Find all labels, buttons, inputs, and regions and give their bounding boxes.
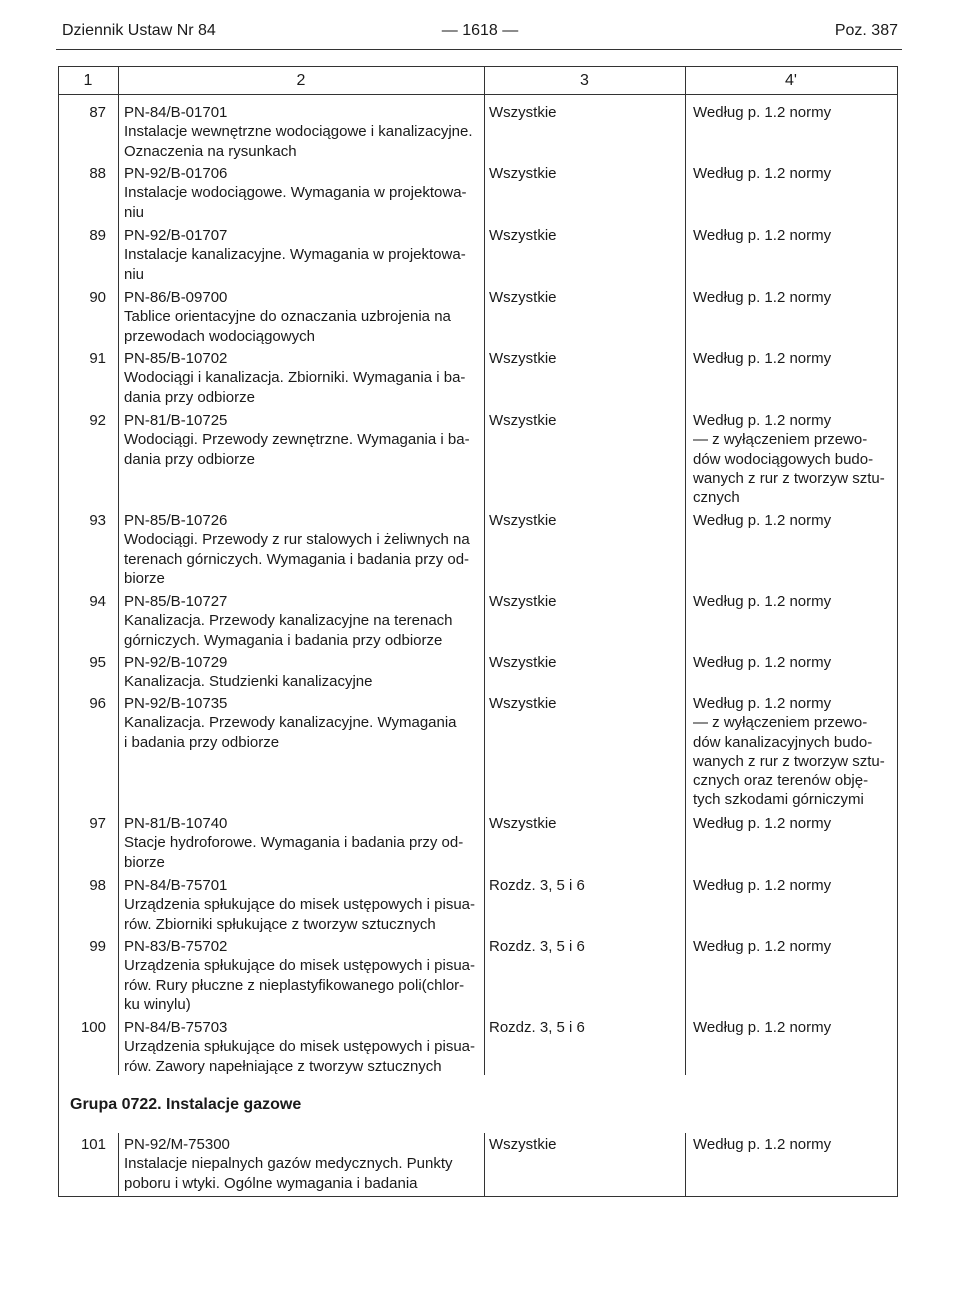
standard-description (124, 653, 480, 692)
standard-title-line: rów. Zawory napełniające z tworzyw sztucznych (124, 1057, 442, 1075)
note-line: Według p. 1.2 normy (693, 938, 832, 955)
standard-code: PN-81/B-10740 (124, 815, 228, 832)
notes (693, 226, 893, 245)
notes (693, 653, 893, 672)
note-line: Według p. 1.2 normy (693, 1136, 832, 1153)
row-number: 99 (89, 938, 106, 955)
scope: Wszystkie (489, 350, 557, 367)
notes (693, 1135, 893, 1154)
note-line: Według p. 1.2 normy (693, 512, 832, 529)
scope: Wszystkie (489, 104, 557, 121)
row-number: 88 (89, 165, 106, 182)
scope: Wszystkie (489, 289, 557, 306)
note-line: Według p. 1.2 normy (693, 877, 832, 894)
note-line: — z wyłączeniem przewo- (693, 714, 868, 732)
standard-title-line: Urządzenia spłukujące do misek ustępowych i pisua- (124, 896, 476, 914)
standard-title-line: Oznaczenia na rysunkach (124, 142, 297, 160)
row-number: 94 (89, 593, 106, 610)
note-line: wanych z rur z tworzyw sztu- (693, 752, 885, 770)
notes (693, 937, 893, 956)
standard-description (124, 937, 480, 1014)
standard-description (124, 288, 480, 346)
notes (693, 164, 893, 183)
standard-title-line: Urządzenia spłukujące do misek ustępowych i pisua- (124, 1038, 476, 1056)
standard-title-line: Instalacje wewnętrzne wodociągowe i kanalizacyjne. (124, 123, 473, 141)
row-number: 100 (80, 1019, 106, 1036)
notes (693, 1018, 893, 1037)
row-number: 92 (89, 412, 106, 429)
row-number: 87 (89, 104, 106, 121)
notes (693, 411, 893, 507)
column-divider (484, 95, 485, 1075)
table-right-border (897, 66, 898, 1197)
standard-title-line: Tablice orientacyjne do oznaczania uzbrojenia na (124, 308, 451, 326)
scope: Wszystkie (489, 512, 557, 529)
standard-title-line: Urządzenia spłukujące do misek ustępowych i pisua- (124, 957, 476, 975)
note-line: Według p. 1.2 normy (693, 165, 832, 182)
position-number: Poz. 387 (834, 22, 898, 39)
scope: Rozdz. 3, 5 i 6 (489, 877, 585, 894)
scope: Wszystkie (489, 227, 557, 244)
standard-code: PN-92/B-10735 (124, 695, 228, 712)
note-line: cznych oraz terenów obję- (693, 772, 869, 790)
standard-title-line: niu (124, 265, 145, 283)
scope: Wszystkie (489, 654, 557, 671)
standard-title-line: biorze (124, 853, 165, 871)
scope: Wszystkie (489, 593, 557, 610)
note-line: Według p. 1.2 normy (693, 227, 832, 244)
standard-description (124, 164, 480, 222)
column-header-scope: 3 (580, 72, 589, 89)
standard-title-line: Wodociągi. Przewody z rur stalowych i żeliwnych na (124, 531, 470, 549)
row-number: 98 (89, 877, 106, 894)
note-line: tych szkodami górniczymi (693, 791, 864, 809)
standard-code: PN-92/B-01707 (124, 227, 228, 244)
standard-title-line: biorze (124, 569, 165, 587)
column-header-number: 1 (83, 72, 93, 89)
standard-title-line: ku winylu) (124, 995, 191, 1013)
standard-title-line: rów. Rury płuczne z nieplastyfikowanego poli(chlor- (124, 976, 465, 994)
row-number: 95 (89, 654, 106, 671)
standard-title-line: górniczych. Wymagania i badania przy odbiorze (124, 631, 443, 649)
note-line: Według p. 1.2 normy (693, 593, 832, 610)
standard-title-line: Kanalizacja. Przewody kanalizacyjne. Wymagania (124, 714, 457, 732)
note-line: cznych (693, 489, 740, 507)
note-line: wanych z rur z tworzyw sztu- (693, 469, 885, 487)
standard-description (124, 814, 480, 872)
standard-title-line: dania przy odbiorze (124, 388, 255, 406)
standard-title-line: Instalacje niepalnych gazów medycznych. Punkty (124, 1155, 453, 1173)
journal-name: Dziennik Ustaw Nr 84 (62, 22, 216, 39)
standard-code: PN-92/B-01706 (124, 165, 228, 182)
standard-description (124, 694, 480, 752)
standard-code: PN-92/M-75300 (124, 1136, 230, 1153)
row-number: 101 (80, 1136, 106, 1153)
notes (693, 288, 893, 307)
standard-code: PN-81/B-10725 (124, 412, 228, 429)
standard-title-line: Wodociągi i kanalizacja. Zbiorniki. Wymagania i ba- (124, 369, 466, 387)
table-bottom-border (58, 1196, 898, 1197)
standard-description (124, 1135, 480, 1193)
standard-title-line: rów. Zbiorniki spłukujące z tworzyw sztucznych (124, 915, 436, 933)
page-number: — 1618 — (441, 22, 519, 39)
row-number: 91 (89, 350, 106, 367)
table-left-border (58, 66, 59, 1197)
column-divider (484, 1133, 485, 1196)
row-number: 97 (89, 815, 106, 832)
row-number: 96 (89, 695, 106, 712)
standard-title-line: i badania przy odbiorze (124, 733, 280, 751)
standard-description (124, 511, 480, 588)
scope: Rozdz. 3, 5 i 6 (489, 938, 585, 955)
column-divider (685, 1133, 686, 1196)
standard-code: PN-84/B-75701 (124, 877, 228, 894)
standard-description (124, 226, 480, 284)
standard-title-line: dania przy odbiorze (124, 450, 255, 468)
column-divider (118, 1133, 119, 1196)
note-line: — z wyłączeniem przewo- (693, 431, 868, 449)
standard-title-line: Instalacje kanalizacyjne. Wymagania w projektowa- (124, 246, 466, 264)
standard-title-line: przewodach wodociągowych (124, 327, 315, 345)
standard-code: PN-83/B-75702 (124, 938, 228, 955)
standard-title-line: terenach górniczych. Wymagania i badania przy od- (124, 550, 470, 568)
scope: Rozdz. 3, 5 i 6 (489, 1019, 585, 1036)
column-divider (118, 95, 119, 1075)
standard-description (124, 1018, 480, 1076)
standard-title-line: Instalacje wodociągowe. Wymagania w projektowa- (124, 184, 467, 202)
scope: Wszystkie (489, 1136, 557, 1153)
row-number: 90 (89, 289, 106, 306)
note-line: Według p. 1.2 normy (693, 1019, 832, 1036)
standard-code: PN-92/B-10729 (124, 654, 228, 671)
row-number: 93 (89, 512, 106, 529)
note-line: Według p. 1.2 normy (693, 695, 832, 712)
note-line: dów wodociągowych budo- (693, 450, 874, 468)
group-heading: Grupa 0722. Instalacje gazowe (70, 1096, 302, 1113)
standard-title-line: Wodociągi. Przewody zewnętrzne. Wymagania i ba- (124, 431, 470, 449)
note-line: Według p. 1.2 normy (693, 104, 832, 121)
column-header-standard: 2 (296, 72, 306, 89)
note-line: Według p. 1.2 normy (693, 654, 832, 671)
standard-title-line: niu (124, 203, 145, 221)
note-line: Według p. 1.2 normy (693, 412, 832, 429)
column-divider (685, 95, 686, 1075)
standard-description (124, 103, 480, 161)
standard-code: PN-85/B-10726 (124, 512, 228, 529)
standard-description (124, 876, 480, 934)
note-line: Według p. 1.2 normy (693, 289, 832, 306)
notes (693, 511, 893, 530)
note-line: dów kanalizacyjnych budo- (693, 733, 873, 751)
notes (693, 694, 893, 810)
notes (693, 349, 893, 368)
standard-title-line: Kanalizacja. Studzienki kanalizacyjne (124, 673, 373, 691)
column-header-notes: 4' (785, 72, 797, 89)
standard-code: PN-84/B-01701 (124, 104, 228, 121)
standard-description (124, 349, 480, 407)
scope: Wszystkie (489, 412, 557, 429)
standard-description (124, 592, 480, 650)
row-number: 89 (89, 227, 106, 244)
table-top-border (58, 66, 898, 67)
table-header-border (58, 94, 898, 95)
standard-code: PN-85/B-10702 (124, 350, 228, 367)
standard-title-line: poboru i wtyki. Ogólne wymagania i badania (124, 1174, 418, 1192)
standard-description (124, 411, 480, 469)
note-line: Według p. 1.2 normy (693, 350, 832, 367)
scope: Wszystkie (489, 695, 557, 712)
standard-code: PN-84/B-75703 (124, 1019, 228, 1036)
standard-title-line: Stacje hydroforowe. Wymagania i badania przy od- (124, 834, 464, 852)
notes (693, 103, 893, 122)
notes (693, 592, 893, 611)
notes (693, 876, 893, 895)
scope: Wszystkie (489, 165, 557, 182)
standard-title-line: Kanalizacja. Przewody kanalizacyjne na terenach (124, 612, 453, 630)
scope: Wszystkie (489, 815, 557, 832)
standard-code: PN-85/B-10727 (124, 593, 228, 610)
notes (693, 814, 893, 833)
note-line: Według p. 1.2 normy (693, 815, 832, 832)
standard-code: PN-86/B-09700 (124, 289, 228, 306)
header-rule (56, 49, 902, 50)
